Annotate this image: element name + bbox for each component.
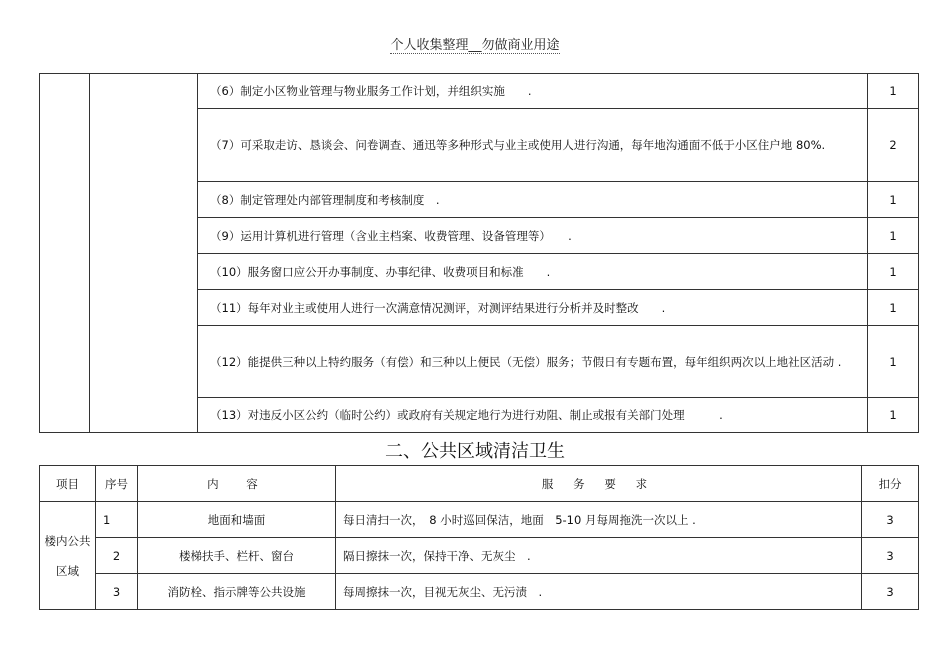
table-row [40, 74, 919, 109]
table-header-row [40, 466, 919, 502]
cleaning-service-table [39, 465, 919, 610]
score-cell: 2 [868, 109, 919, 182]
header-requirement: 服 务 要 求 [336, 466, 862, 502]
watermark-header [0, 34, 950, 53]
watermark-text: 个人收集整理__勿做商业用途 [390, 38, 560, 53]
content-cell: 消防栓、指示牌等公共设施 [138, 574, 336, 610]
header-seq: 序号 [96, 466, 138, 502]
area-cell: 楼内公共区域 [40, 502, 96, 610]
score-cell: 1 [868, 254, 919, 290]
requirement-cell: （7）可采取走访、恳谈会、问卷调查、通迅等多种形式与业主或使用人进行沟通，每年地沟通面不低于小区住户地 80%. [198, 109, 868, 182]
management-service-table [39, 73, 919, 433]
table-row [40, 574, 919, 610]
header-deduct: 扣分 [862, 466, 919, 502]
requirement-cell: （9）运用计算机进行管理（含业主档案、收费管理、设备管理等） . [198, 218, 868, 254]
content-cell: 地面和墙面 [138, 502, 336, 538]
table-row [40, 502, 919, 538]
score-cell: 1 [868, 74, 919, 109]
seq-cell: 1 [96, 502, 138, 538]
requirement-cell: （8）制定管理处内部管理制度和考核制度 . [198, 182, 868, 218]
requirement-cell: 每周擦抹一次，目视无灰尘、无污渍 . [336, 574, 862, 610]
score-cell: 1 [868, 398, 919, 433]
score-cell: 1 [868, 218, 919, 254]
requirement-cell: （6）制定小区物业管理与物业服务工作计划，并组织实施 . [198, 74, 868, 109]
section-title: 二、公共区域清洁卫生 [385, 441, 565, 462]
requirement-cell: （10）服务窗口应公开办事制度、办事纪律、收费项目和标准 . [198, 254, 868, 290]
deduct-cell: 3 [862, 538, 919, 574]
score-cell: 1 [868, 326, 919, 398]
requirement-cell: 隔日擦抹一次，保持干净、无灰尘 . [336, 538, 862, 574]
header-content: 内 容 [138, 466, 336, 502]
deduct-cell: 3 [862, 502, 919, 538]
seq-cell: 2 [96, 538, 138, 574]
requirement-cell: 每日清扫一次， 8 小时巡回保洁，地面 5-10 月每周拖洗一次以上 . [336, 502, 862, 538]
deduct-cell: 3 [862, 574, 919, 610]
score-cell: 1 [868, 290, 919, 326]
requirement-cell: （11）每年对业主或使用人进行一次满意情况测评，对测评结果进行分析并及时整改 . [198, 290, 868, 326]
header-item: 项目 [40, 466, 96, 502]
table-row [40, 538, 919, 574]
requirement-cell: （13）对违反小区公约（临时公约）或政府有关规定地行为进行劝阻、制止或报有关部门处理 . [198, 398, 868, 433]
content-cell: 楼梯扶手、栏杆、窗台 [138, 538, 336, 574]
subitem-cell-empty [90, 74, 198, 433]
score-cell: 1 [868, 182, 919, 218]
requirement-cell: （12）能提供三种以上特约服务（有偿）和三种以上便民（无偿）服务；节假日有专题布置，每年组织两次以上地社区活动 . [198, 326, 868, 398]
seq-cell: 3 [96, 574, 138, 610]
item-cell-empty [40, 74, 90, 433]
